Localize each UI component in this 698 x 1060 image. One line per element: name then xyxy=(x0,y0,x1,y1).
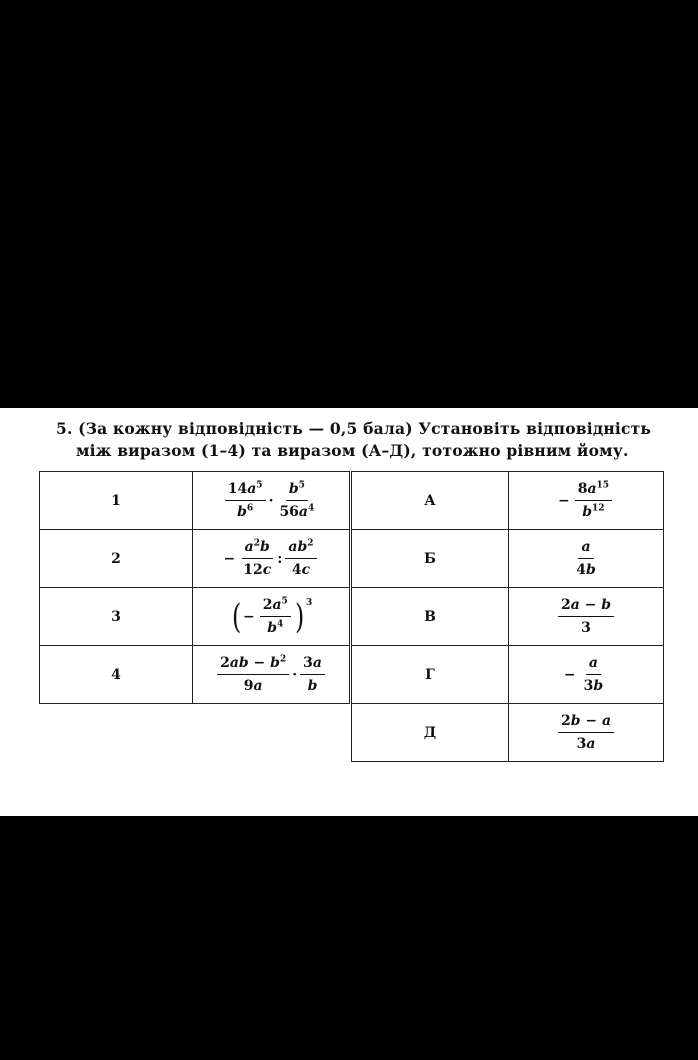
answer-h: − $\frac{a}{3b}$ xyxy=(509,646,664,704)
question-text xyxy=(56,418,676,462)
answer-letter: Г xyxy=(352,646,509,704)
answer-letter: Б xyxy=(352,530,509,588)
answer-a: − $\frac{8a^{15}}{b^{12}}$ xyxy=(509,472,664,530)
table-row xyxy=(352,472,664,530)
expression-4: $\frac{2ab - b^2}{9a}$ · $\frac{3a}{b}$ xyxy=(193,646,350,704)
row-number: 2 xyxy=(40,530,193,588)
table-row xyxy=(352,530,664,588)
table-row xyxy=(40,472,350,530)
question-line-2: між виразом (1–4) та виразом (А–Д), тотожно рівним йому. xyxy=(76,441,629,460)
row-number: 1 xyxy=(40,472,193,530)
expression-3: ( − $\frac{2a^5}{b^4}$ ) 3 xyxy=(193,588,350,646)
worksheet-page xyxy=(0,408,698,816)
expressions-table xyxy=(39,471,350,704)
answer-letter: Д xyxy=(352,704,509,762)
table-row xyxy=(352,646,664,704)
answer-d: $\frac{2b - a}{3a}$ xyxy=(509,704,664,762)
table-row xyxy=(352,704,664,762)
expression-2: − $\frac{a^2b}{12c}$ : $\frac{ab^2}{4c}$ xyxy=(193,530,350,588)
answer-letter: В xyxy=(352,588,509,646)
answer-letter: А xyxy=(352,472,509,530)
answer-b: $\frac{a}{4b}$ xyxy=(509,530,664,588)
table-row xyxy=(40,646,350,704)
table-row xyxy=(40,588,350,646)
table-row xyxy=(40,530,350,588)
table-row xyxy=(352,588,664,646)
expression-1: $\frac{14a^5}{b^6}$ · $\frac{b^5}{56a^4}$ xyxy=(193,472,350,530)
question-line-1: 5. (За кожну відповідність — 0,5 бала) Установіть відповідність xyxy=(56,419,652,438)
answers-table xyxy=(351,471,664,762)
answer-v: $\frac{2a - b}{3}$ xyxy=(509,588,664,646)
row-number: 3 xyxy=(40,588,193,646)
row-number: 4 xyxy=(40,646,193,704)
